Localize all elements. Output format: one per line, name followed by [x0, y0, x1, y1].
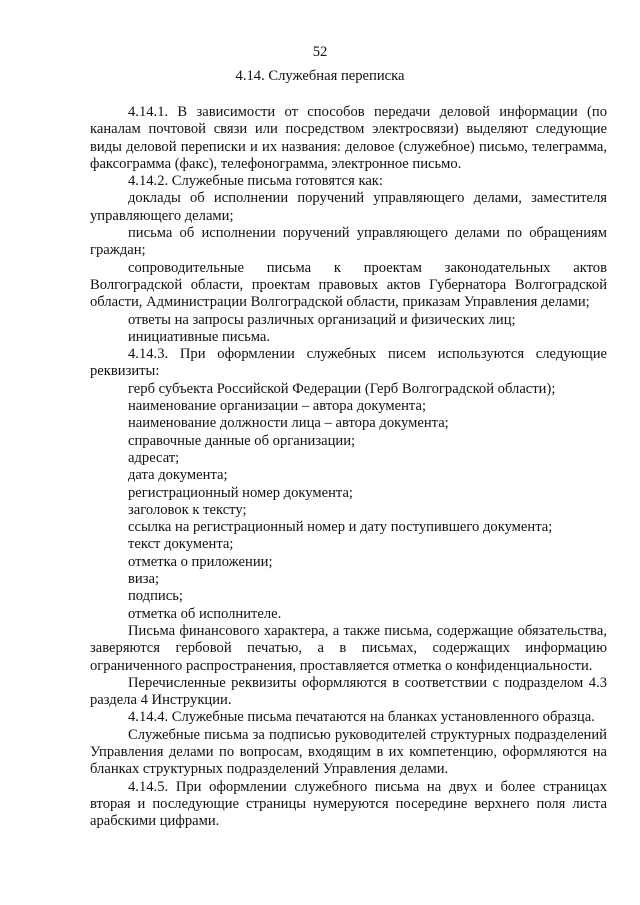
document-body — [90, 104, 607, 830]
section-title: 4.14. Служебная переписка — [235, 68, 405, 84]
requisite-item: подпись; — [128, 588, 183, 605]
list-item-cover-letters: сопроводительные письма к проектам законодательных актов Волгоградской области, проектам правовых актов Губернатора Волгоградской области, Администрации Волгоградской области, приказам Управления делами; — [90, 259, 607, 311]
requisite-item: дата документа; — [128, 467, 228, 484]
paragraph-4-14-3: 4.14.3. При оформлении служебных писем используются следующие реквизиты: — [90, 346, 607, 380]
requisite-item: адресат; — [128, 449, 180, 466]
requisite-item: справочные данные об организации; — [128, 432, 356, 449]
requisite-item: виза; — [128, 571, 159, 588]
list-item-citizen-letters: письма об исполнении поручений управляющего делами по обращениям граждан; — [90, 225, 607, 259]
requisite-item: наименование организации – автора документа; — [128, 398, 427, 415]
list-item-initiative-letters: инициативные письма. — [128, 328, 270, 345]
paragraph-4-14-4: 4.14.4. Служебные письма печатаются на бланках установленного образца. — [128, 709, 595, 726]
paragraph-requisites-reference: Перечисленные реквизиты оформляются в соответствии с подразделом 4.3 раздела 4 Инструкции. — [90, 674, 607, 709]
requisite-item: наименование должности лица – автора документа; — [128, 415, 449, 432]
list-item-reports: доклады об исполнении поручений управляющего делами, заместителя управляющего делами; — [90, 190, 607, 224]
page-number: 52 — [312, 44, 328, 60]
paragraph-4-14-2: 4.14.2. Служебные письма готовятся как: — [128, 173, 383, 190]
requisite-item: отметка о приложении; — [128, 553, 273, 570]
paragraph-division-letters: Служебные письма за подписью руководителей структурных подразделений Управления делами по вопросам, входящим в их компетенцию, оформляются на бланках структурных подразделений Управления делами. — [90, 726, 607, 778]
requisite-item: заголовок к тексту; — [128, 501, 247, 518]
requisite-item: ссылка на регистрационный номер и дату поступившего документа; — [128, 519, 553, 536]
paragraph-4-14-1: 4.14.1. В зависимости от способов передачи деловой информации (по каналам почтовой связи или посредством электросвязи) выделяют следующие виды деловой переписки и их названия: деловое (служебное) письмо, телеграмма, факсограмма (факс), телефонограмма, электронное письмо. — [90, 104, 607, 172]
list-item-replies: ответы на запросы различных организаций и физических лиц; — [128, 311, 516, 328]
requisite-item: текст документа; — [128, 536, 234, 553]
requisite-item: отметка об исполнителе. — [128, 605, 282, 622]
requisite-item: регистрационный номер документа; — [128, 484, 353, 501]
paragraph-financial-letters: Письма финансового характера, а также письма, содержащие обязательства, заверяются гербовой печатью, а в письмах, содержащих информацию ограниченного распространения, проставляется отметка о конфиденциальности. — [90, 622, 607, 674]
requisite-item: герб субъекта Российской Федерации (Герб Волгоградской области); — [128, 380, 556, 397]
paragraph-4-14-5: 4.14.5. При оформлении служебного письма на двух и более страницах вторая и последующие страницы нумеруются посередине верхнего поля листа арабскими цифрами. — [90, 778, 607, 830]
